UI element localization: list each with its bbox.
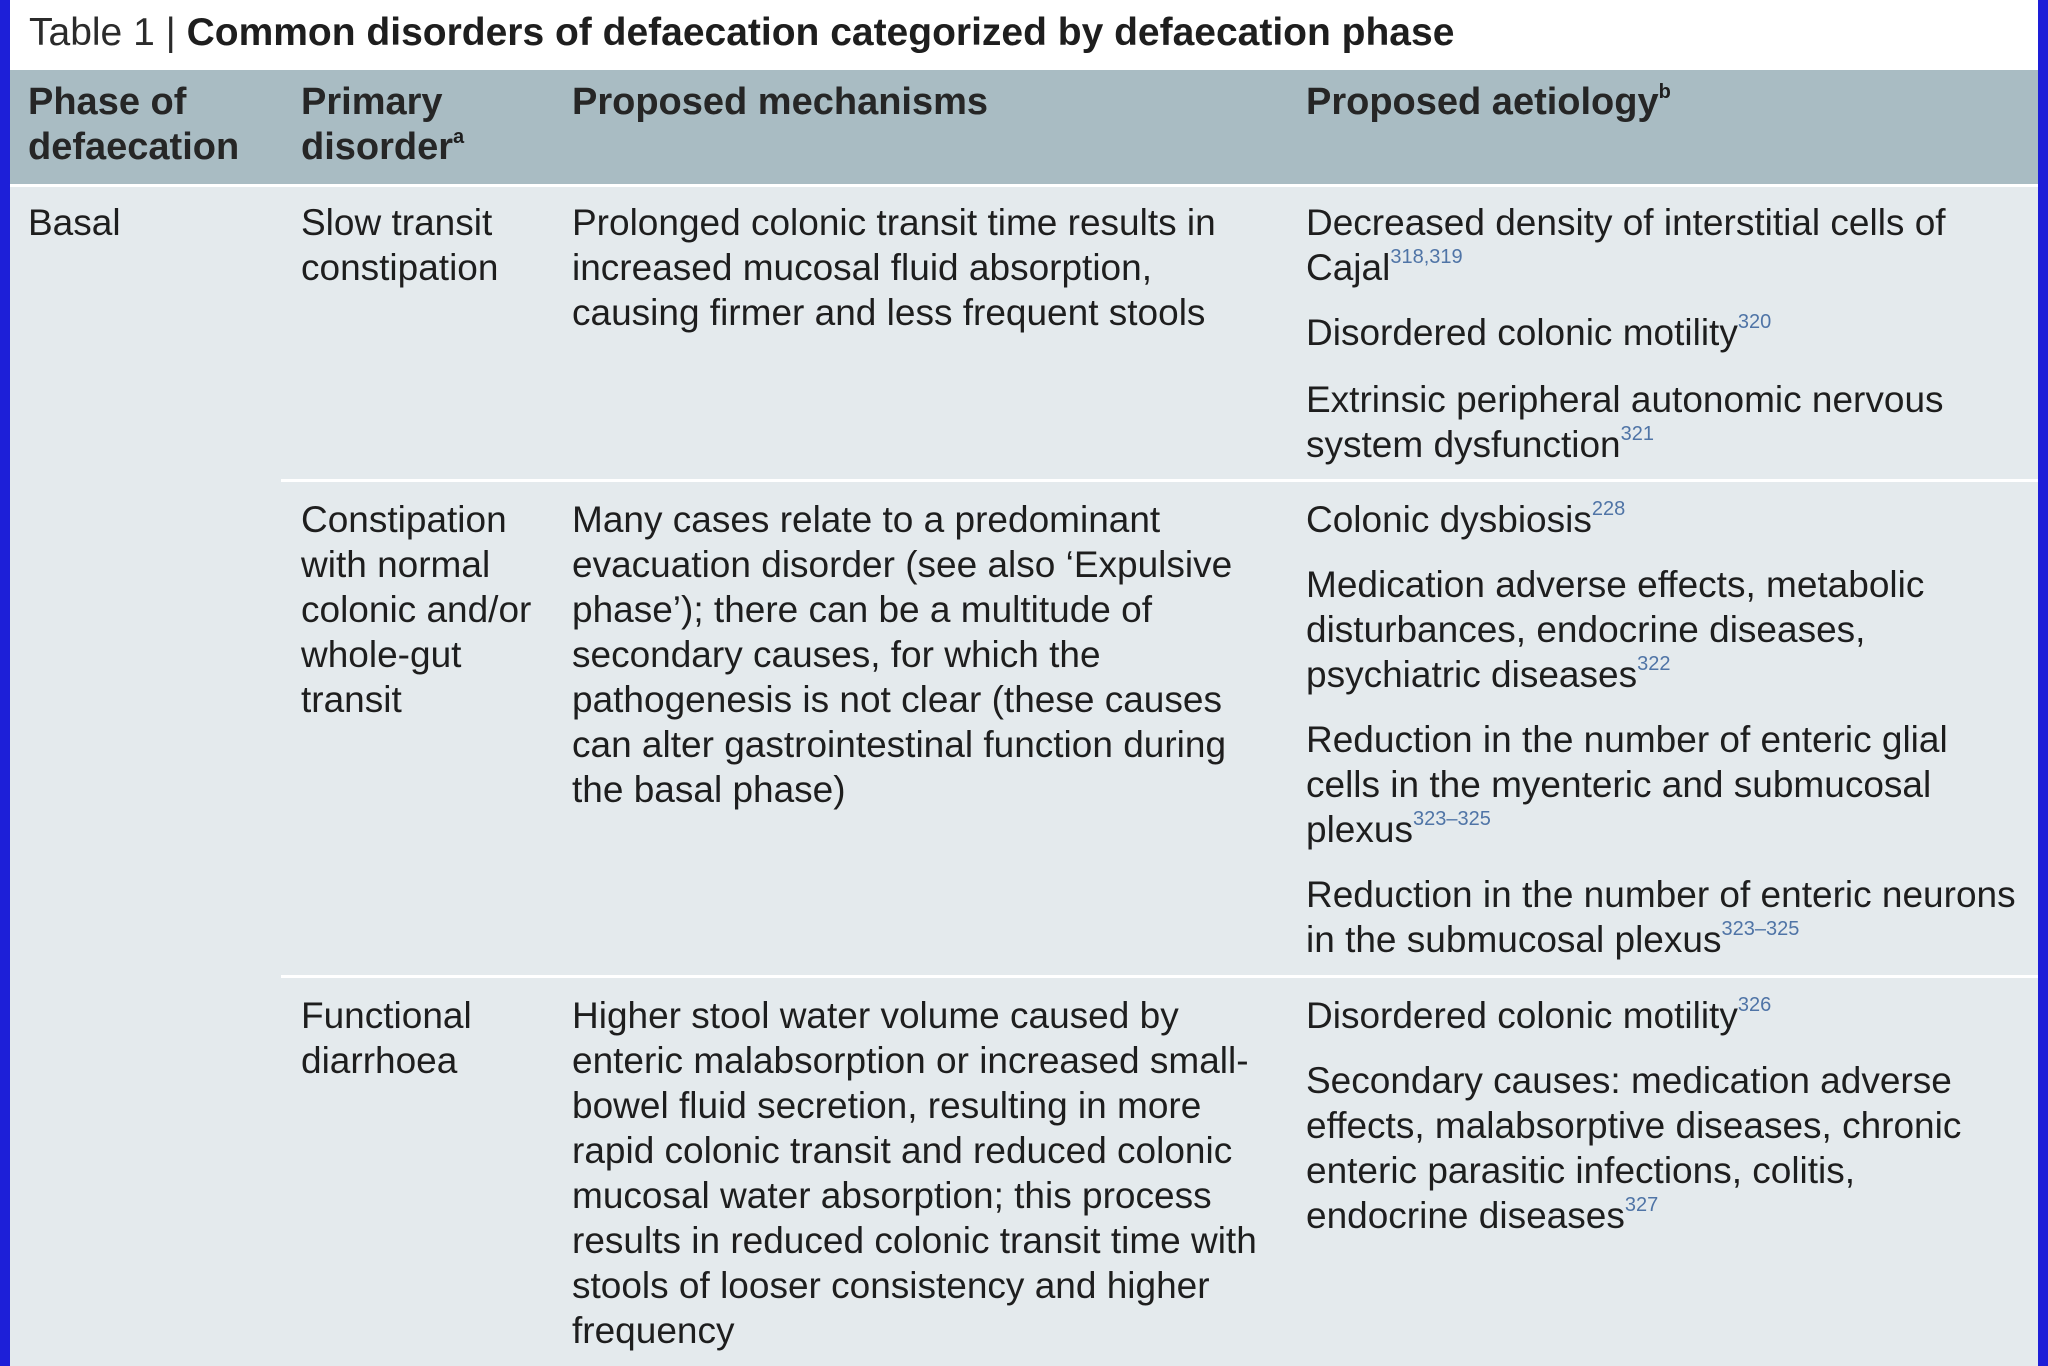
header-phase-line2: defaecation: [28, 126, 240, 168]
aetiology-text: Extrinsic peripheral autonomic nervous system dysfunction: [1306, 379, 1944, 465]
header-mechanisms: Proposed mechanisms: [572, 81, 989, 123]
header-aetiology-footnote: b: [1658, 81, 1671, 103]
row1-aetiology-item: [1306, 200, 2026, 290]
row2-aetiology-item: [1306, 497, 2026, 542]
header-phase: [28, 80, 239, 170]
reference-citation: 322: [1637, 653, 1671, 675]
reference-citation: 320: [1737, 311, 1772, 333]
reference-citation: 326: [1737, 994, 1772, 1016]
reference-citation: 327: [1624, 1194, 1659, 1216]
row-divider: [281, 479, 2038, 482]
row1-aetiology: [1306, 200, 2026, 467]
row3-aetiology-item: [1306, 993, 2026, 1038]
caption-label: Table 1: [29, 11, 155, 54]
reference-citation: 321: [1620, 423, 1655, 445]
header-disorder: [301, 80, 464, 170]
caption-title: Common disorders of defaecation categorized by defaecation phase: [186, 11, 1455, 54]
aetiology-text: Reduction in the number of enteric glial cells in the myenteric and submucosal plexus: [1306, 719, 1948, 850]
aetiology-text: Colonic dysbiosis: [1306, 499, 1592, 540]
caption-separator: |: [165, 11, 176, 54]
header-phase-line1: Phase of: [28, 81, 187, 123]
row2-mechanism: Many cases relate to a predominant evacuation disorder (see also ‘Expulsive phase’); there can be a multitude of secondary causes, for which the pathogenesis is not clear (these causes can alter gastrointestinal function during the basal phase): [572, 499, 1233, 810]
row1-disorder: Slow transit constipation: [301, 202, 499, 288]
aetiology-text: Reduction in the number of enteric neurons in the submucosal plexus: [1306, 874, 2016, 960]
table-sheet: [10, 0, 2038, 1366]
reference-citation: 228: [1591, 498, 1626, 520]
row3-disorder: Functional diarrhoea: [301, 995, 472, 1081]
row-divider: [281, 975, 2038, 978]
row1-mechanism: Prolonged colonic transit time results in increased mucosal fluid absorption, causing firmer and less frequent stools: [572, 202, 1216, 333]
row1-aetiology-item: [1306, 377, 2026, 467]
row2-disorder: Constipation with normal colonic and/or whole-gut transit: [301, 499, 532, 720]
aetiology-text: Decreased density of interstitial cells of Cajal: [1306, 202, 1946, 288]
header-disorder-footnote: a: [453, 126, 465, 148]
aetiology-text: Medication adverse effects, metabolic disturbances, endocrine diseases, psychiatric diseases: [1306, 564, 1925, 695]
caption-bar: [10, 0, 2038, 70]
aetiology-text: Secondary causes: medication adverse effects, malabsorptive diseases, chronic enteric parasitic infections, colitis, endocrine diseases: [1306, 1060, 1962, 1236]
table-caption: [29, 8, 1454, 58]
reference-citation: 323–325: [1721, 918, 1800, 940]
reference-citation: 323–325: [1412, 808, 1491, 830]
row2-aetiology-item: [1306, 717, 2026, 852]
header-divider: [10, 184, 2038, 187]
row2-aetiology-item: [1306, 872, 2026, 962]
row2-aetiology-item: [1306, 562, 2026, 697]
row3-aetiology-item: [1306, 1058, 2026, 1238]
header-disorder-line2: disorder: [301, 126, 454, 168]
reference-citation: 318,319: [1390, 246, 1463, 268]
row3-mechanism: Higher stool water volume caused by enteric malabsorption or increased small-bowel fluid secretion, resulting in more rapid colonic transit and reduced colonic mucosal water absorption; this process results in reduced colonic transit time with stools of looser consistency and higher frequency: [572, 995, 1257, 1351]
header-aetiology: [1306, 80, 1671, 125]
row2-aetiology: [1306, 497, 2026, 962]
aetiology-text: Disordered colonic motility: [1306, 312, 1738, 353]
header-aetiology-label: Proposed aetiology: [1306, 81, 1659, 123]
row3-aetiology: [1306, 993, 2026, 1238]
row1-aetiology-item: [1306, 310, 2026, 355]
header-disorder-line1: Primary: [301, 81, 443, 123]
aetiology-text: Disordered colonic motility: [1306, 995, 1738, 1036]
header-disorder-line2-wrap: [301, 125, 464, 170]
phase-cell: Basal: [28, 202, 121, 243]
